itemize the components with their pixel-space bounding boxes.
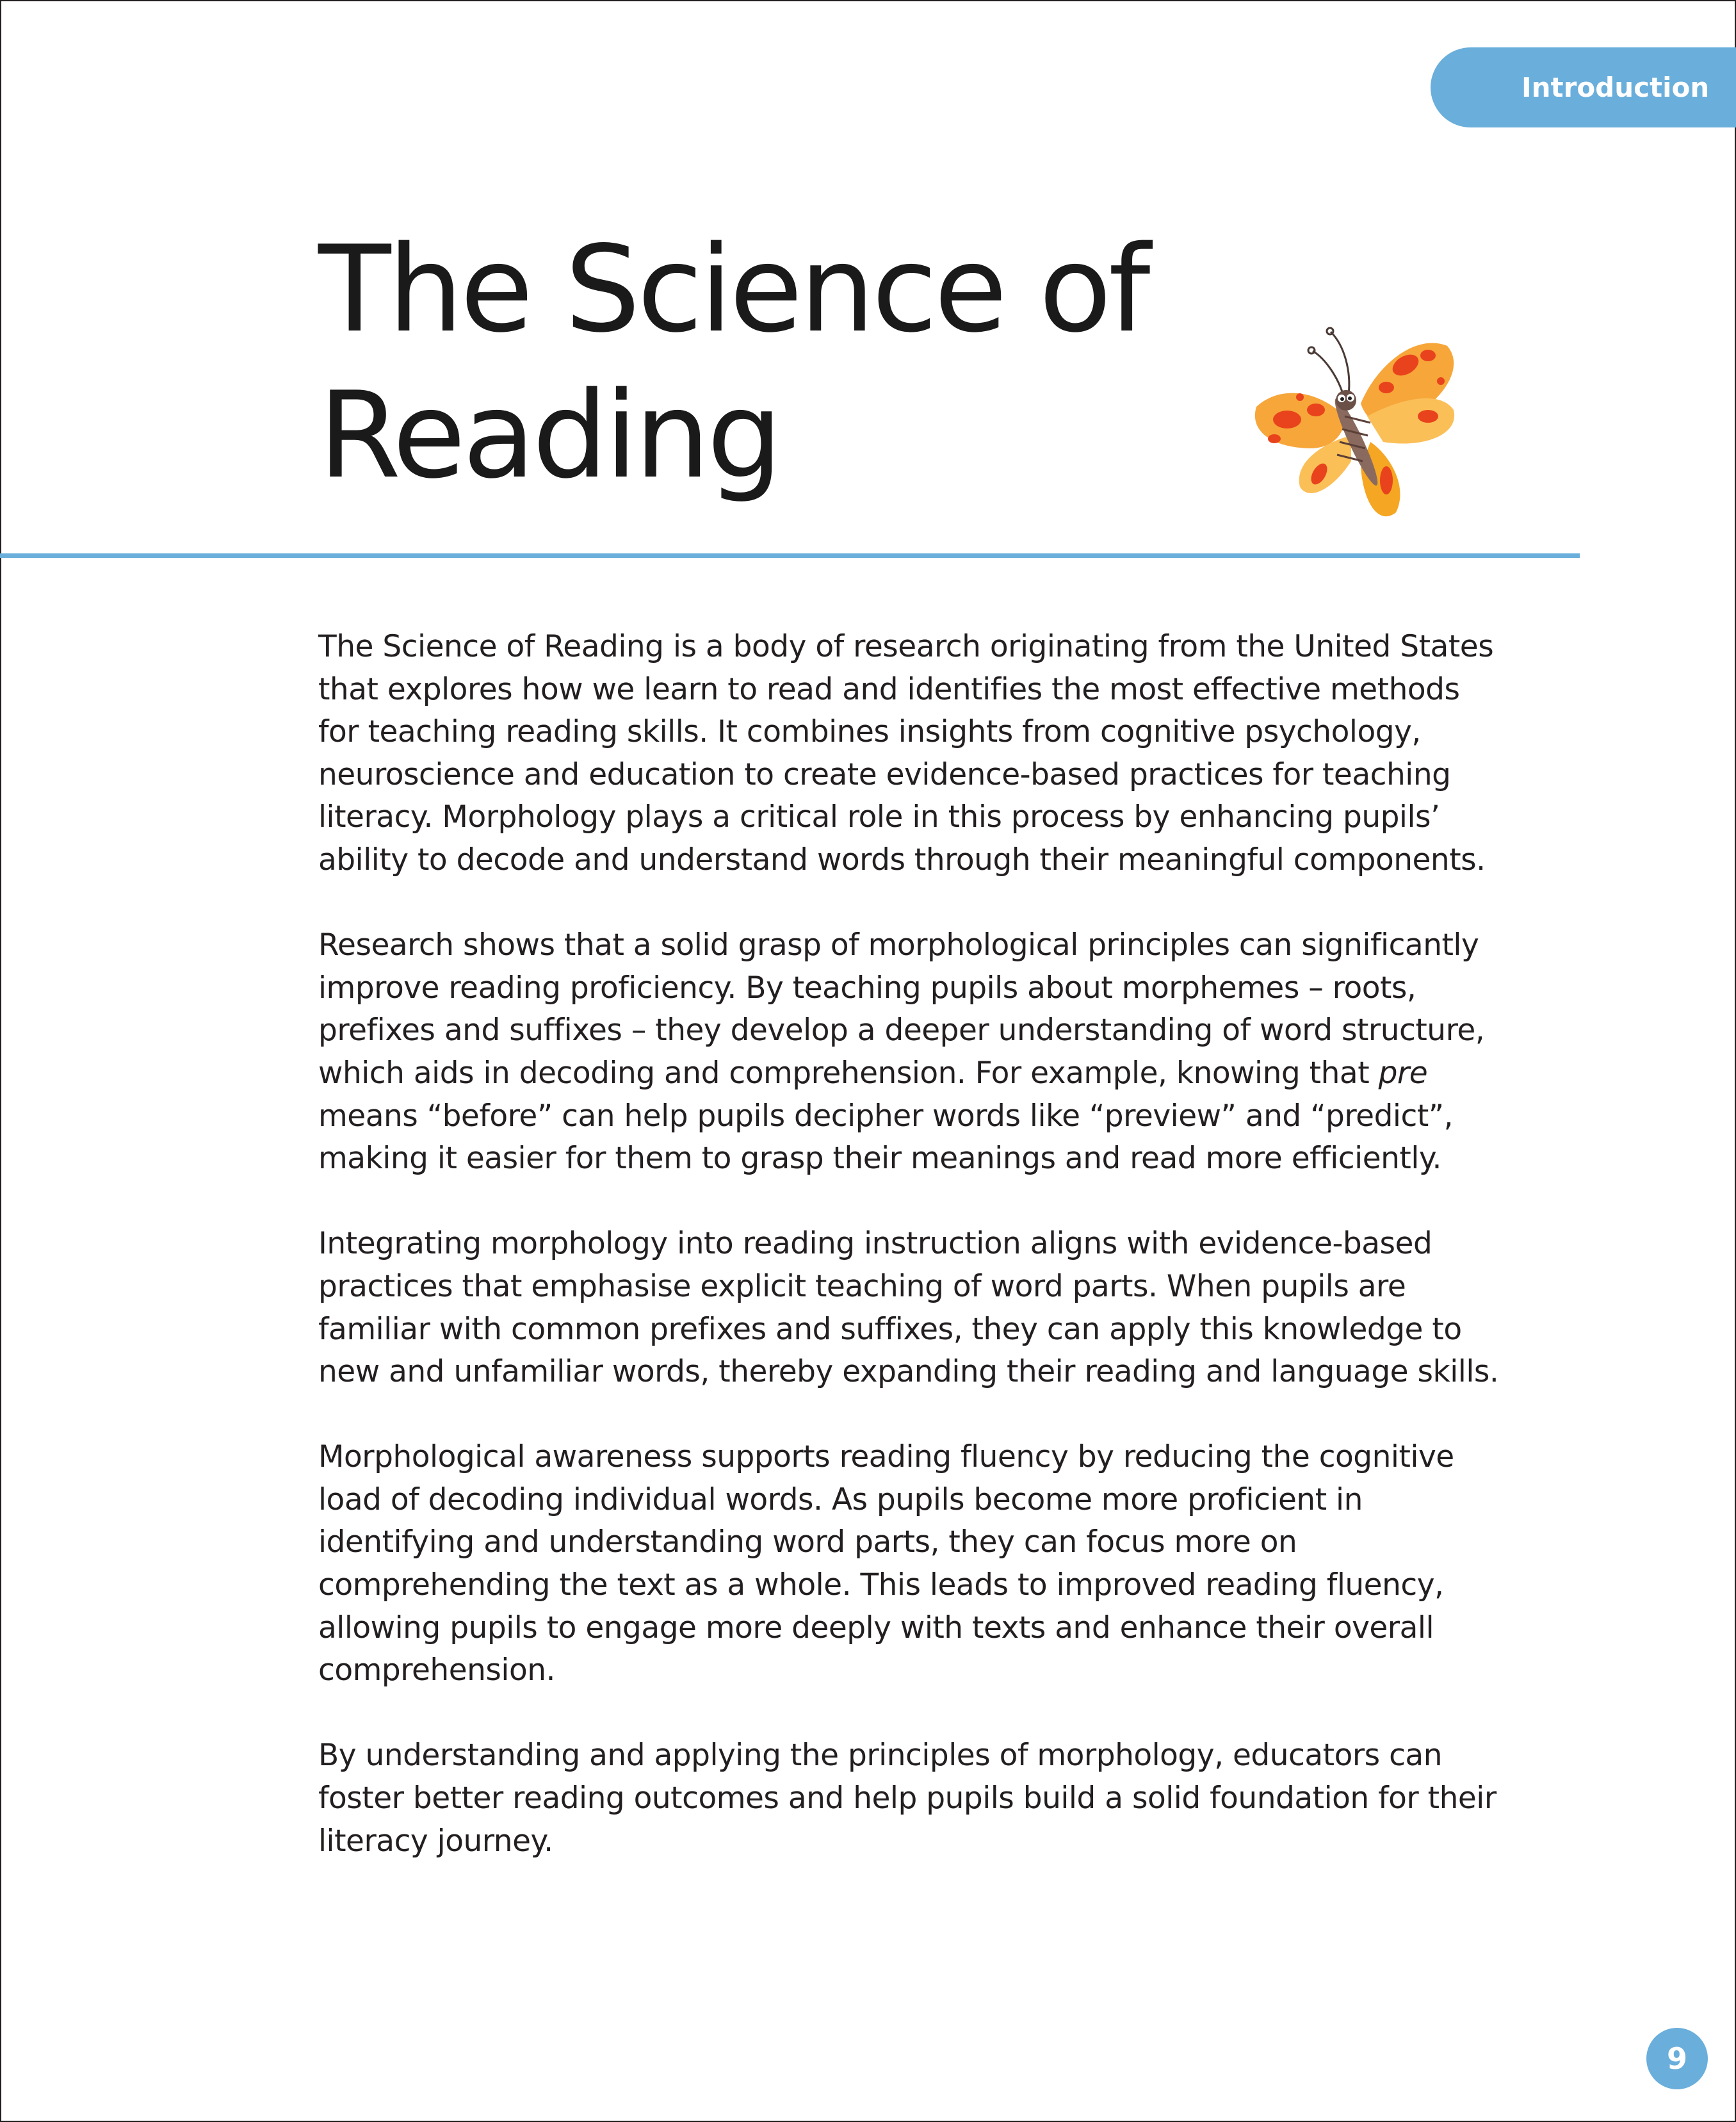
text-line: improve reading proficiency. By teaching pupils about morphemes – roots,	[318, 970, 1416, 1006]
section-tab: Introduction	[1431, 47, 1736, 127]
page-title-line-2: Reading	[318, 366, 779, 505]
text-line: By understanding and applying the principles of morphology, educators can	[318, 1738, 1443, 1774]
text-line: familiar with common prefixes and suffixes, they can apply this knowledge to	[318, 1311, 1462, 1347]
text-line: literacy journey.	[318, 1823, 553, 1859]
paragraph-1	[318, 626, 1586, 882]
paragraph-5	[318, 1734, 1586, 1863]
text-line: practices that emphasise explicit teaching of word parts. When pupils are	[318, 1268, 1406, 1304]
text-line: new and unfamiliar words, thereby expanding their reading and language skills.	[318, 1354, 1499, 1390]
paragraph-3	[318, 1223, 1586, 1393]
text-line: making it easier for them to grasp their meanings and read more efficiently.	[318, 1141, 1441, 1177]
text-line: foster better reading outcomes and help pupils build a solid foundation for their	[318, 1781, 1497, 1816]
text-run: which aids in decoding and comprehension. For example, knowing that	[318, 1055, 1379, 1091]
text-line: comprehending the text as a whole. This leads to improved reading fluency,	[318, 1567, 1444, 1603]
page-title	[318, 216, 1279, 509]
text-line: ability to decode and understand words through their meaningful components.	[318, 842, 1486, 877]
page-title-line-1: The Science of	[318, 220, 1148, 359]
text-line	[318, 1052, 1586, 1095]
text-line: The Science of Reading is a body of research originating from the United States	[318, 629, 1494, 664]
text-line: load of decoding individual words. As pupils become more proficient in	[318, 1481, 1363, 1517]
text-line: identifying and understanding word parts, they can focus more on	[318, 1524, 1297, 1560]
paragraph-2	[318, 924, 1586, 1180]
title-divider	[0, 553, 1580, 558]
text-line: Morphological awareness supports reading fluency by reducing the cognitive	[318, 1439, 1454, 1475]
text-line: literacy. Morphology plays a critical role in this process by enhancing pupils’	[318, 799, 1440, 835]
text-line: comprehension.	[318, 1653, 555, 1688]
text-line: for teaching reading skills. It combines insights from cognitive psychology,	[318, 714, 1421, 750]
paragraph-4	[318, 1436, 1586, 1692]
text-line: prefixes and suffixes – they develop a deeper understanding of word structure,	[318, 1013, 1485, 1049]
text-line: that explores how we learn to read and identifies the most effective methods	[318, 671, 1460, 707]
text-line: means “before” can help pupils decipher words like “preview” and “predict”,	[318, 1098, 1454, 1134]
italic-term: pre	[1378, 1055, 1428, 1091]
butterfly-icon	[1249, 320, 1466, 525]
page-number: 9	[1646, 2028, 1708, 2089]
body-text	[318, 626, 1586, 1906]
text-line: Integrating morphology into reading instruction aligns with evidence-based	[318, 1226, 1432, 1262]
text-line: neuroscience and education to create evidence-based practices for teaching	[318, 756, 1451, 792]
text-line: Research shows that a solid grasp of morphological principles can significantly	[318, 927, 1479, 963]
text-line: allowing pupils to engage more deeply with texts and enhance their overall	[318, 1610, 1434, 1645]
